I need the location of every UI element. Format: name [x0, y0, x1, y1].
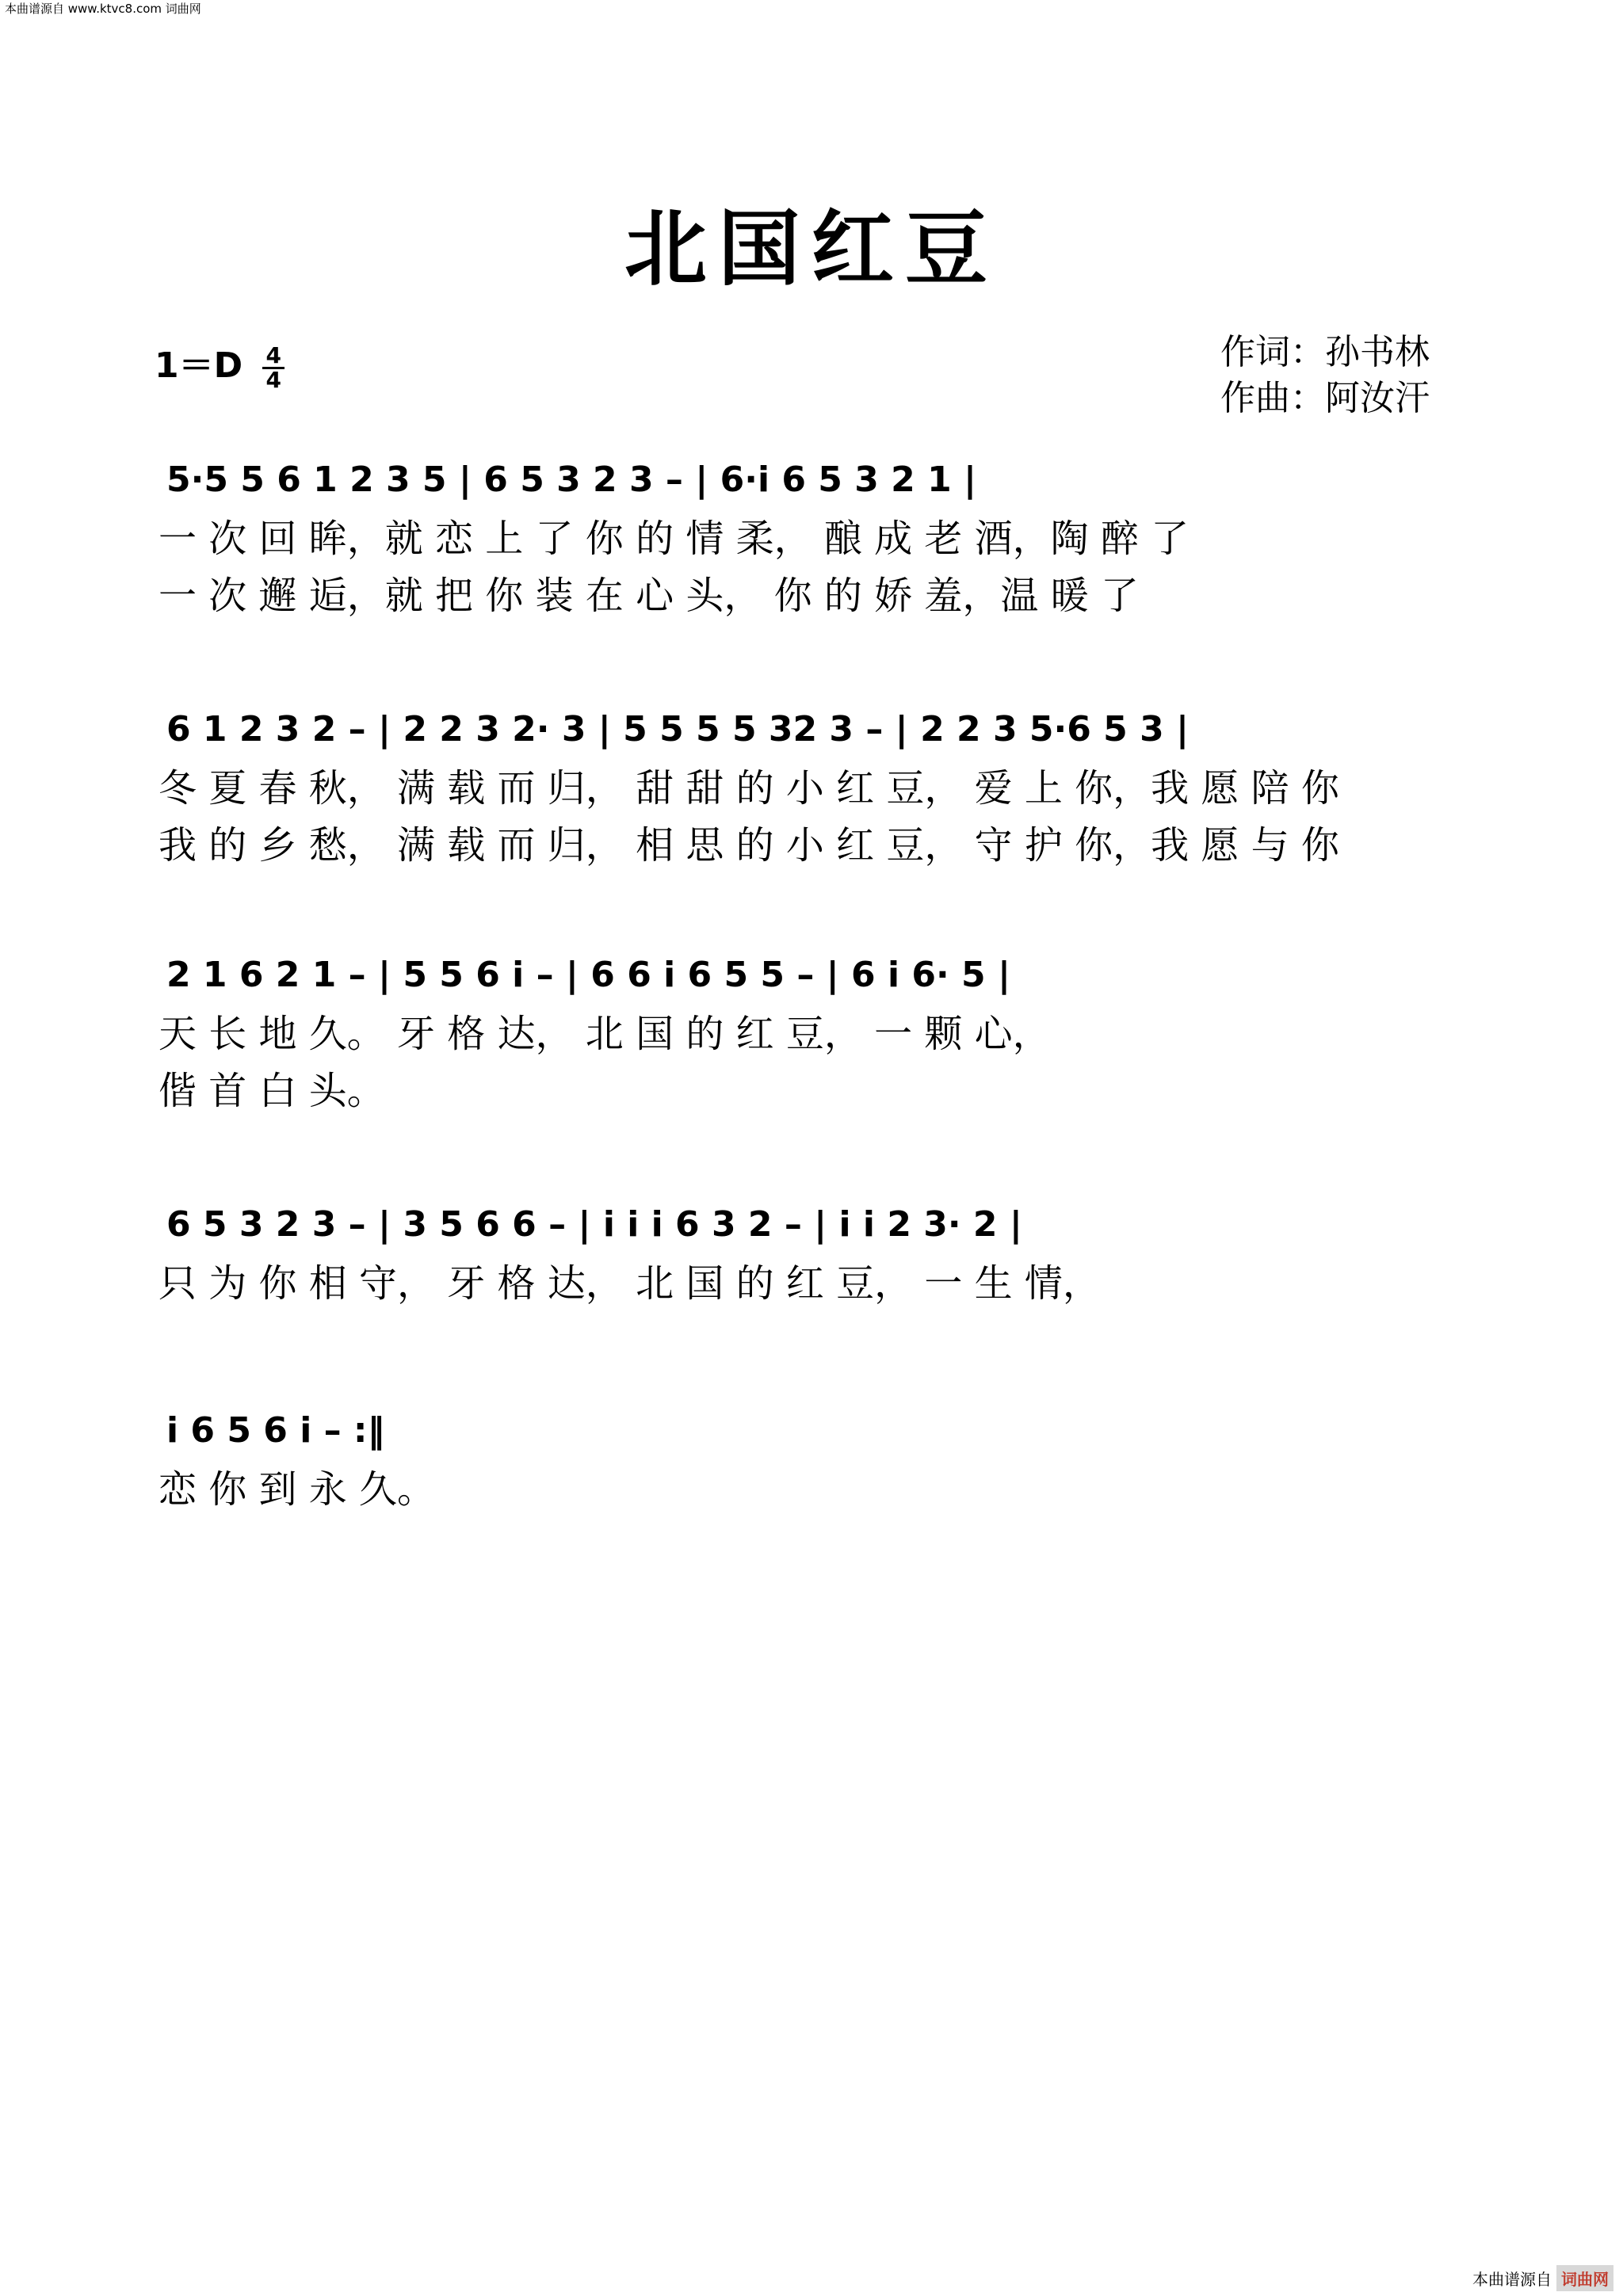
score-body: [158, 460, 1340, 1512]
lyricist-credit: 作词：孙书林: [1220, 332, 1430, 372]
watermark-top: 本曲谱源自 www.ktvc8.com 词曲网: [5, 2, 201, 16]
lyric-line-1-1: 一 次 回 眸，就 恋 上 了 你 的 情 柔， 酿 成 老 酒，陶 醉 了: [158, 517, 1190, 561]
lyric-line-5-1: 恋 你 到 永 久。: [158, 1467, 436, 1512]
notation-line-4: 6 5 3 2 3 – | 3 5 6 6 – | i i i 6 3 2 – | i i 2 3· 2 |: [166, 1204, 1022, 1245]
notation-line-2: 6 1 2 3 2 – | 2 2 3 2· 3 | 5 5 5 5 32 3 – | 2 2 3 5·6 5 3 |: [166, 709, 1190, 749]
page-title: 北国红豆: [624, 200, 999, 297]
lyric-line-4-1: 只 为 你 相 守， 牙 格 达， 北 国 的 红 豆， 一 生 情，: [158, 1261, 1101, 1306]
watermark-bottom-text: 本曲谱源自: [1472, 2270, 1552, 2289]
lyric-line-3-1: 天 长 地 久。 牙 格 达， 北 国 的 红 豆， 一 颗 心，: [158, 1012, 1051, 1056]
watermark-brand: 词曲网: [1556, 2265, 1613, 2291]
key-label: 1＝D: [155, 345, 243, 386]
lyric-line-3-2: 偕 首 白 头。: [158, 1069, 385, 1113]
notation-line-3: 2 1 6 2 1 – | 5 5 6 i – | 6 6 i 6 5 5 – | 6 i 6· 5 |: [166, 955, 1011, 995]
watermark-bottom: [1472, 2265, 1613, 2291]
lyric-line-2-2: 我 的 乡 愁， 满 载 而 归， 相 思 的 小 红 豆， 守 护 你，我 愿 与 你: [158, 823, 1339, 868]
notation-line-1: 5·5 5 6 1 2 3 5 | 6 5 3 2 3 – | 6·i 6 5 3 2 1 |: [166, 460, 977, 500]
time-sig-num: 4: [262, 345, 284, 369]
notation-line-5: i 6 5 6 i – :‖: [166, 1410, 385, 1451]
lyric-line-1-2: 一 次 邂 逅，就 把 你 装 在 心 头， 你 的 娇 羞，温 暖 了: [158, 574, 1139, 618]
time-sig-den: 4: [265, 366, 281, 393]
composer-credit: 作曲：阿汝汗: [1220, 378, 1430, 418]
lyric-line-2-1: 冬 夏 春 秋， 满 载 而 归， 甜 甜 的 小 红 豆， 爱 上 你，我 愿 陪 你: [158, 766, 1339, 810]
